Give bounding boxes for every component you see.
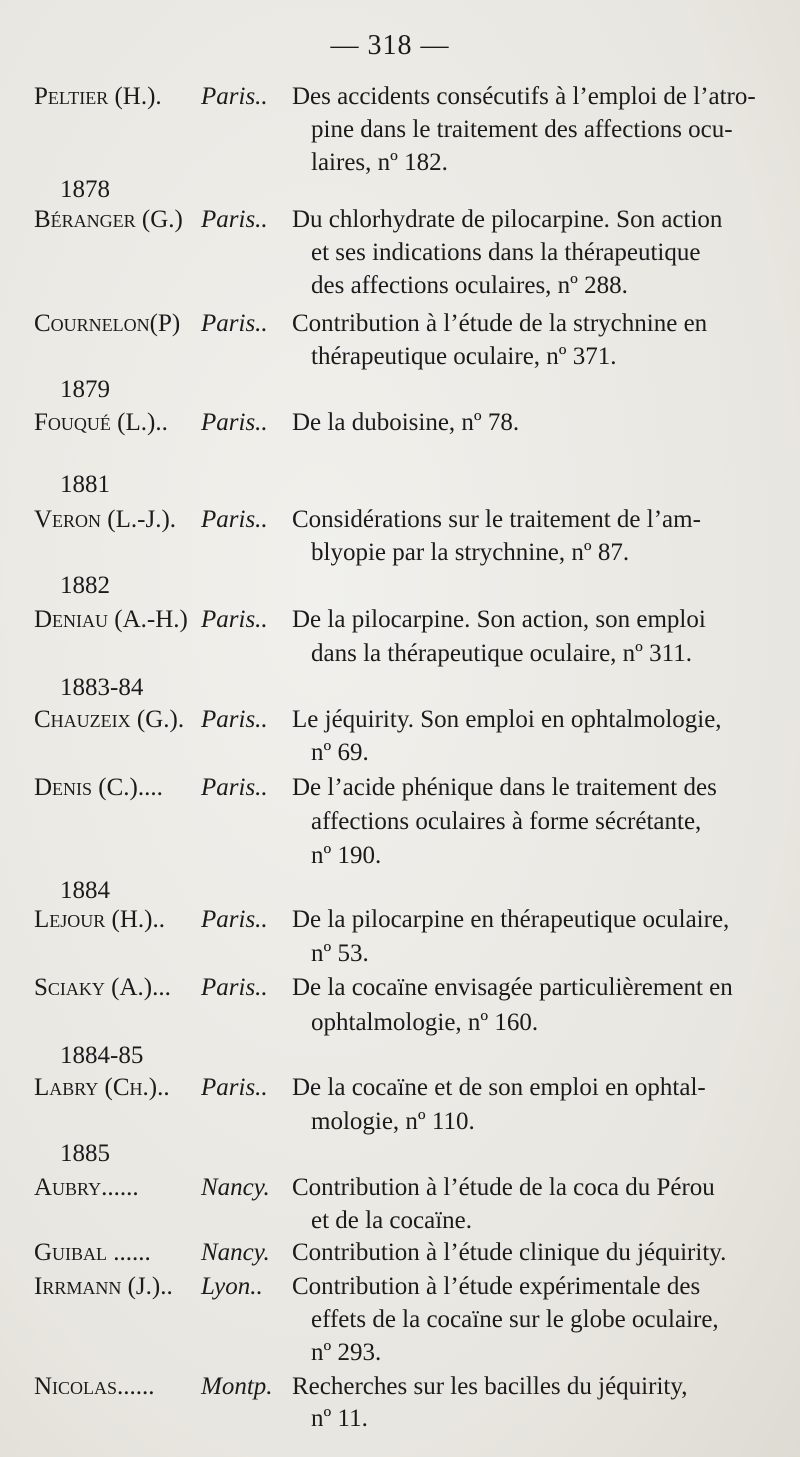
entry-title-line: pine dans le traitement des affections ocu-	[311, 116, 733, 143]
entry-place: Paris..	[201, 974, 268, 1001]
entry-title-line: Le jéquirity. Son emploi en ophtalmologie,	[292, 706, 722, 733]
entry-title-line: Du chlorhydrate de pilocarpine. Son action	[292, 206, 723, 233]
entry-author: Béranger (G.)	[34, 206, 183, 233]
entry-title-line: et de la cocaïne.	[311, 1207, 473, 1234]
entry-title-line: nº 11.	[311, 1405, 368, 1432]
entry-title-line: ophtalmologie, nº 160.	[311, 1009, 539, 1036]
entry-place: Paris..	[201, 506, 268, 533]
entry-author: Aubry......	[34, 1174, 139, 1201]
entry-title-line: des affections oculaires, nº 288.	[311, 272, 628, 299]
year-heading: 1878	[60, 176, 110, 203]
entry-author: Lejour (H.)..	[34, 906, 165, 933]
entry-author: Veron (L.-J.).	[34, 506, 177, 533]
entry-title-line: De l’acide phénique dans le traitement des	[292, 774, 717, 801]
entry-title-line: De la cocaïne envisagée particulièrement en	[292, 974, 733, 1001]
entry-place: Nancy.	[201, 1239, 270, 1266]
entry-title-line: De la cocaïne et de son emploi en ophtal-	[292, 1074, 706, 1101]
entry-place: Paris..	[201, 310, 268, 337]
entry-title-line: mologie, nº 110.	[311, 1108, 475, 1135]
entry-title-line: De la pilocarpine en thérapeutique oculaire,	[292, 906, 730, 933]
entry-author: Irrmann (J.)..	[34, 1273, 173, 1300]
page-number: — 318 —	[330, 30, 450, 61]
entry-author: Cournelon(P)	[34, 310, 181, 337]
entry-title-line: Considérations sur le traitement de l’am-	[292, 506, 701, 533]
entry-place: Lyon..	[201, 1273, 263, 1300]
entry-author: Nicolas......	[34, 1373, 155, 1400]
entry-place: Paris..	[201, 1074, 268, 1101]
entry-title-line: et ses indications dans la thérapeutique	[311, 239, 701, 266]
entry-author: Denis (C.)....	[34, 774, 163, 801]
entry-title-line: Contribution à l’étude de la strychnine en	[292, 310, 708, 337]
entry-title-line: laires, nº 182.	[311, 149, 448, 176]
entry-title-line: nº 69.	[311, 739, 369, 766]
entry-author: Labry (Ch.)..	[34, 1074, 170, 1101]
entry-title-line: blyopie par la strychnine, nº 87.	[311, 539, 630, 566]
entry-title-line: Des accidents consécutifs à l’emploi de l’atro-	[292, 83, 756, 110]
year-heading: 1882	[60, 572, 110, 599]
entry-title-line: effets de la cocaïne sur le globe oculaire,	[311, 1306, 719, 1333]
entry-title-line: nº 53.	[311, 940, 369, 967]
entry-author: Chauzeix (G.).	[34, 706, 185, 733]
entry-author: Deniau (A.-H.)	[34, 606, 188, 633]
entry-place: Paris..	[201, 774, 268, 801]
entry-author: Sciaky (A.)...	[34, 974, 171, 1001]
entry-title-line: Contribution à l’étude de la coca du Pérou	[292, 1174, 715, 1201]
entry-author: Peltier (H.).	[34, 83, 162, 110]
entry-title-line: nº 293.	[311, 1339, 382, 1366]
entry-place: Paris..	[201, 83, 268, 110]
entry-author: Fouqué (L.)..	[34, 409, 168, 436]
entry-title-line: thérapeutique oculaire, nº 371.	[311, 343, 617, 370]
year-heading: 1885	[60, 1140, 110, 1167]
entry-place: Nancy.	[201, 1174, 270, 1201]
year-heading: 1884	[60, 877, 110, 904]
entry-place: Paris..	[201, 906, 268, 933]
entry-place: Paris..	[201, 206, 268, 233]
year-heading: 1881	[60, 471, 110, 498]
year-heading: 1879	[60, 376, 110, 403]
entry-title-line: De la pilocarpine. Son action, son emploi	[292, 606, 706, 633]
entry-title-line: Contribution à l’étude expérimentale des	[292, 1273, 701, 1300]
entry-place: Paris..	[201, 409, 268, 436]
entry-title-line: affections oculaires à forme sécrétante,	[311, 808, 702, 835]
year-heading: 1884-85	[60, 1042, 144, 1069]
entry-title-line: nº 190.	[311, 842, 382, 869]
entry-place: Paris..	[201, 706, 268, 733]
entry-place: Paris..	[201, 606, 268, 633]
entry-author: Guibal ......	[34, 1239, 151, 1266]
entry-title-line: De la duboisine, nº 78.	[292, 409, 520, 436]
entry-place: Montp.	[201, 1373, 273, 1400]
entry-title-line: Contribution à l’étude clinique du jéquirity.	[292, 1239, 727, 1266]
entry-title-line: Recherches sur les bacilles du jéquirity,	[292, 1373, 688, 1400]
entry-title-line: dans la thérapeutique oculaire, nº 311.	[311, 640, 692, 667]
year-heading: 1883-84	[60, 674, 144, 701]
